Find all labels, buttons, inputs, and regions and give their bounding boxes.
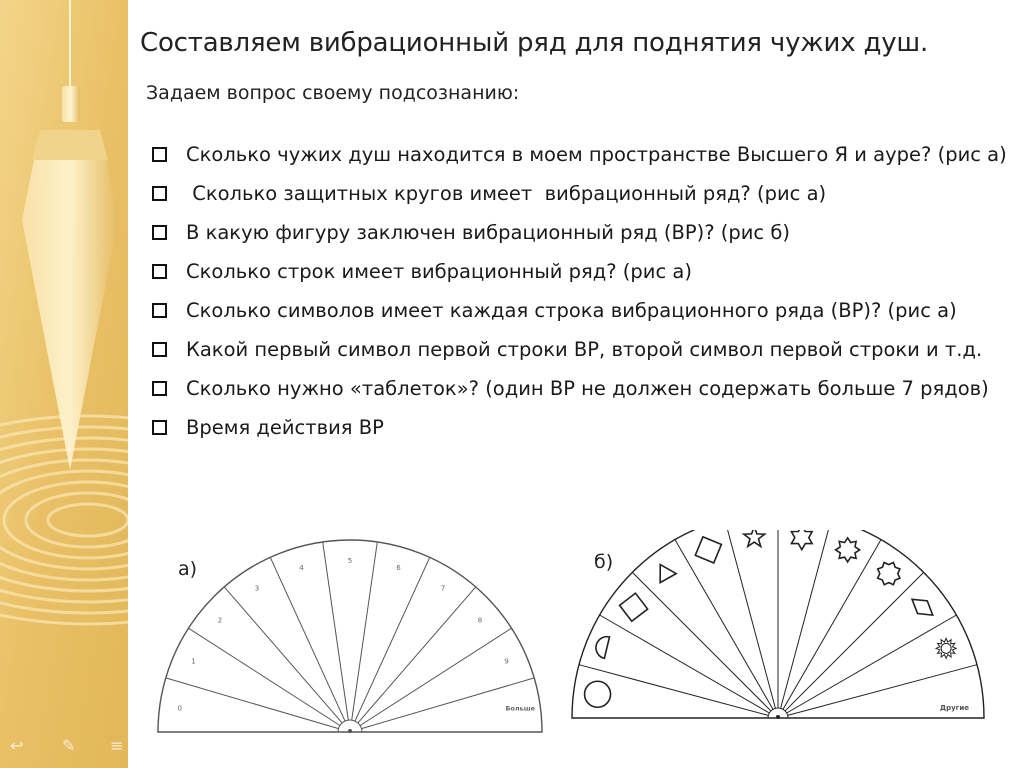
sector-label: 2 xyxy=(217,616,223,625)
list-item: Сколько защитных кругов имеет вибрационный ряд? (рис а) xyxy=(148,179,1014,208)
pendulum-image xyxy=(0,0,128,768)
checkbox-bullet-icon xyxy=(152,303,167,318)
checkbox-bullet-icon xyxy=(152,147,167,162)
figure-a-label: а) xyxy=(178,558,198,580)
sector-label: Больше xyxy=(505,704,536,713)
sector-label: 5 xyxy=(347,557,353,565)
nav-back-icon[interactable]: ↩ xyxy=(10,736,24,755)
question-list xyxy=(148,140,1014,452)
list-item: Сколько символов имеет каждая строка вибрационного ряда (ВР)? (рис а) xyxy=(148,296,1014,325)
slide-subtitle: Задаем вопрос своему подсознанию: xyxy=(146,82,520,104)
list-item: Сколько чужих душ находится в моем пространстве Высшего Я и ауре? (рис а) xyxy=(148,140,1014,169)
fan-group xyxy=(572,530,984,719)
slide-title: Составляем вибрационный ряд для поднятия чужих душ. xyxy=(140,28,929,58)
figure-b-fan-chart xyxy=(566,530,990,740)
center-dot xyxy=(348,729,352,733)
sector-label: 4 xyxy=(299,563,304,572)
nav-pen-icon[interactable]: ✎ xyxy=(62,736,76,755)
slide-nav xyxy=(6,732,128,762)
checkbox-bullet-icon xyxy=(152,264,167,279)
list-item: В какую фигуру заключен вибрационный ряд (ВР)? (рис б) xyxy=(148,218,1014,247)
sector-label-other: Другие xyxy=(939,704,970,713)
checkbox-bullet-icon xyxy=(152,186,167,201)
decorative-sidebar xyxy=(0,0,128,768)
list-item: Какой первый символ первой строки ВР, второй символ первой строки и т.д. xyxy=(148,335,1014,364)
sector-label: 6 xyxy=(396,563,401,572)
list-item: Сколько нужно «таблеток»? (один ВР не должен содержать больше 7 рядов) xyxy=(148,374,1014,403)
sector-label: 0 xyxy=(177,704,182,713)
fan-group xyxy=(158,540,542,733)
sector-label: 9 xyxy=(504,657,509,666)
checkbox-bullet-icon xyxy=(152,420,167,435)
figure-a-fan-chart xyxy=(150,532,550,738)
center-dot xyxy=(776,715,780,719)
sector-label: 3 xyxy=(254,584,260,593)
sector-label: 8 xyxy=(477,616,483,625)
nav-menu-icon[interactable]: ≡ xyxy=(110,736,124,755)
checkbox-bullet-icon xyxy=(152,225,167,240)
sector-label: 7 xyxy=(440,584,446,593)
fan-outline xyxy=(158,540,542,732)
list-item: Сколько строк имеет вибрационный ряд? (рис а) xyxy=(148,257,1014,286)
figure-b-label: б) xyxy=(594,551,614,573)
checkbox-bullet-icon xyxy=(152,342,167,357)
sector-label: 1 xyxy=(191,657,196,666)
list-item: Время действия ВР xyxy=(148,413,1014,442)
checkbox-bullet-icon xyxy=(152,381,167,396)
